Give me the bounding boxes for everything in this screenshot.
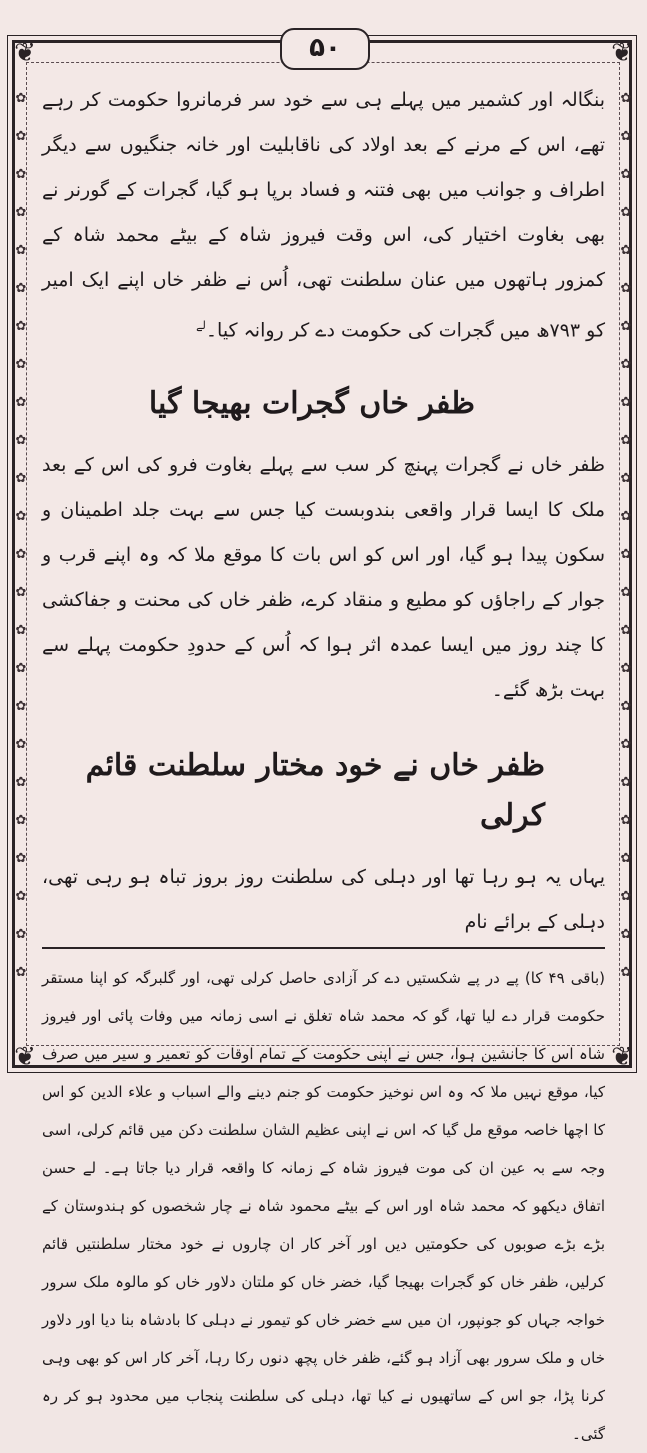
side-ornament-icon: ✿ ✿ ✿ ✿ ✿ ✿ ✿ ✿ ✿ ✿ ✿ ✿ ✿ ✿ ✿ ✿ ✿ ✿ ✿ ✿ ✿ ✿ ✿ ✿ (620, 91, 632, 980)
corner-ornament-icon: ❦ (611, 38, 633, 68)
footnote-marker: لے (196, 319, 206, 332)
paragraph-zafar-khan: ظفر خاں نے گجرات پہنچ کر سب سے پہلے بغاوت فرو کی اس کے بعد ملک کا ایسا قرار واقعی بندوبست کیا جس سے بہت جلد اطمینان و سکون پیدا ہو گیا، اور اس کو اس بات کا موقع ملا کہ وہ اپنے قرب و جوار کے راجاؤں کو مطیع و منقاد کرے، ظفر خاں کی محنت و جفاکشی کا چند روز میں ایسا عمدہ اثر ہوا کہ اُس کے حدودِ حکومت پہلے سے بہت بڑھ گئے۔ (42, 454, 605, 702)
paragraph-text: بنگالہ اور کشمیر میں پہلے ہی سے خود سر فرمانروا حکومت کر رہے تھے، اس کے مرنے کے بعد اولاد کی ناقابلیت اور خانہ جنگیوں سے دیگر اطراف و جوانب میں بھی فتنہ و فساد برپا ہو گیا، گجرات کے گورنر نے بھی بغاوت اختیار کی، اس وقت فیروز شاہ کے بیٹے محمد شاہ کے کمزور ہاتھوں میں عنان سلطنت تھی، اُس نے ظفر خاں اپنے ایک امیر کو ۷۹۳ھ میں گجرات کی حکومت دے کر روانہ کیا۔ (42, 89, 605, 342)
corner-ornament-icon: ❦ (611, 1042, 633, 1072)
corner-ornament-icon: ❦ (14, 1042, 36, 1072)
corner-ornament-icon: ❦ (14, 38, 36, 68)
page-content (42, 78, 605, 1453)
section-heading: ظفر خاں نے خود مختار سلطنت قائم کرلی (85, 748, 545, 834)
footnotes: (باقی ۴۹ کا) پے در پے شکستیں دے کر آزادی حاصل کرلی تھی، اور گلبرگہ کو اپنا مستقر حکومت قرار دے لیا تھا، گو کہ محمد شاہ تغلق نے اسی زمانہ میں وفات پائی اور فیروز شاہ اس کا جانشین ہوا، جس نے اپنی حکومت کے تمام اوقات کو تعمیر و سیر میں صرف کیا، موقع نہیں ملا کہ وہ اس نوخیز حکومت کو جنم دینے والے اسباب و علاء الدین کو اس کا اچھا خاصہ موقع مل گیا کہ اس نے اپنی عظیم الشان سلطنت دکن میں قائم کرلی، اسی وجہ سے بہ عین ان کی موت فیروز شاہ کے زمانہ کا واقعہ قرار دیا جاتا ہے۔ لے حسن اتفاق دیکھو کہ محمد شاہ اور اس کے بیٹے محمود شاہ نے چار شخصوں کو ہندوستان کے بڑے بڑے صوبوں کی حکومتیں دیں اور آخر کار ان چاروں نے خود مختار سلطنتیں قائم کرلیں، ظفر خاں کو گجرات بھیجا گیا، خضر خاں کو ملتان دلاور خاں کو مالوہ ملک سرور خواجہ جہاں کو جونپور، ان میں سے خضر خاں کو تیمور نے دہلی کا بادشاہ بنا دیا اور دلاور خاں و ملک سرور بھی آزاد ہو گئے، ظفر خاں پچھ دنوں رکا رہا، آخر کار اس کو بھی وہی کرنا پڑا، جو اس کے ساتھیوں نے کیا تھا، دہلی کی سلطنت پنجاب میں محدود ہو کر رہ گئی۔ (42, 969, 605, 1444)
paragraph-delhi: یہاں یہ ہو رہا تھا اور دہلی کی سلطنت روز بروز تباہ ہو رہی تھی، دہلی کے برائے نام (42, 866, 605, 934)
page-number: ۵۰ (280, 28, 370, 70)
paragraph-intro (42, 78, 605, 353)
side-ornament-icon: ✿ ✿ ✿ ✿ ✿ ✿ ✿ ✿ ✿ ✿ ✿ ✿ ✿ ✿ ✿ ✿ ✿ ✿ ✿ ✿ ✿ ✿ ✿ ✿ (15, 91, 27, 980)
footnote-divider (42, 947, 605, 949)
section-heading: ظفر خاں گجرات بھیجا گیا (148, 386, 475, 422)
